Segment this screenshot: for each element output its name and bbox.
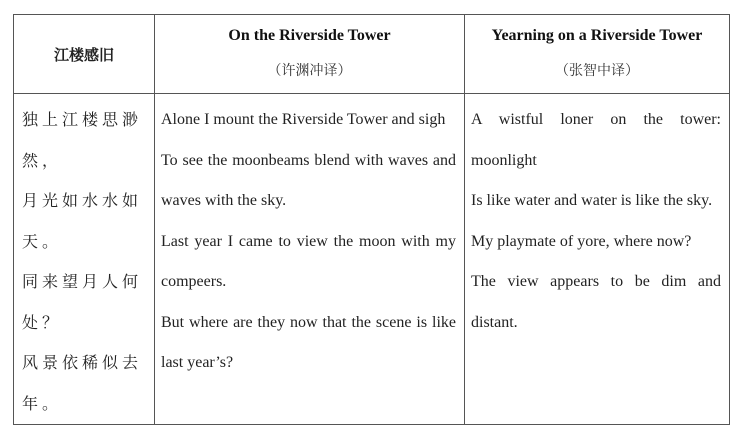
translation-b-cell [465,94,730,425]
translation-b-line: Is like water and water is like the sky. [471,192,713,209]
original-line: 处？ [22,312,63,332]
header-original-cell [14,15,155,94]
translation-comparison-table [13,14,730,425]
translation-a-line: To see the moonbeams blend with waves and waves with the sky. [161,151,456,209]
original-line: 然， [22,150,63,170]
translation-a-line: Alone I mount the Riverside Tower and sigh [161,111,446,128]
header-translation-b-cell [465,15,730,94]
original-line: 月光如水水如 [22,191,143,210]
original-poem-title: 江楼感旧 [53,45,114,64]
translation-b-line: My playmate of yore, where now? [471,232,692,250]
translation-b-line: A wistful loner on the tower: moonlight [471,111,721,169]
translation-a-text [155,94,464,384]
translation-a-cell [155,94,465,425]
original-line: 独上江楼思渺 [22,110,143,129]
translation-b-title: Yearning on a Riverside Tower [491,27,703,44]
translation-b-line: The view appears to be dim and distant. [471,273,721,331]
translation-b-translator: （张智中译） [555,63,639,79]
translation-a-translator: （许渊冲译） [267,63,352,79]
original-poem-cell [14,94,155,425]
original-line: 年。 [22,393,63,413]
original-line: 天。 [22,231,63,251]
original-line: 同来望月人何 [22,272,143,291]
table-body-row [14,94,730,425]
original-line: 风景依稀似去 [22,353,143,372]
header-translation-a-cell [155,15,465,94]
translation-b-text [465,94,729,343]
translation-a-line: But where are they now that the scene is like last year’s? [161,313,456,371]
table-header-row [14,15,730,94]
translation-a-line: Last year I came to view the moon with my compeers. [161,232,456,290]
translation-a-title: On the Riverside Tower [228,27,391,44]
original-poem-text [14,94,154,424]
